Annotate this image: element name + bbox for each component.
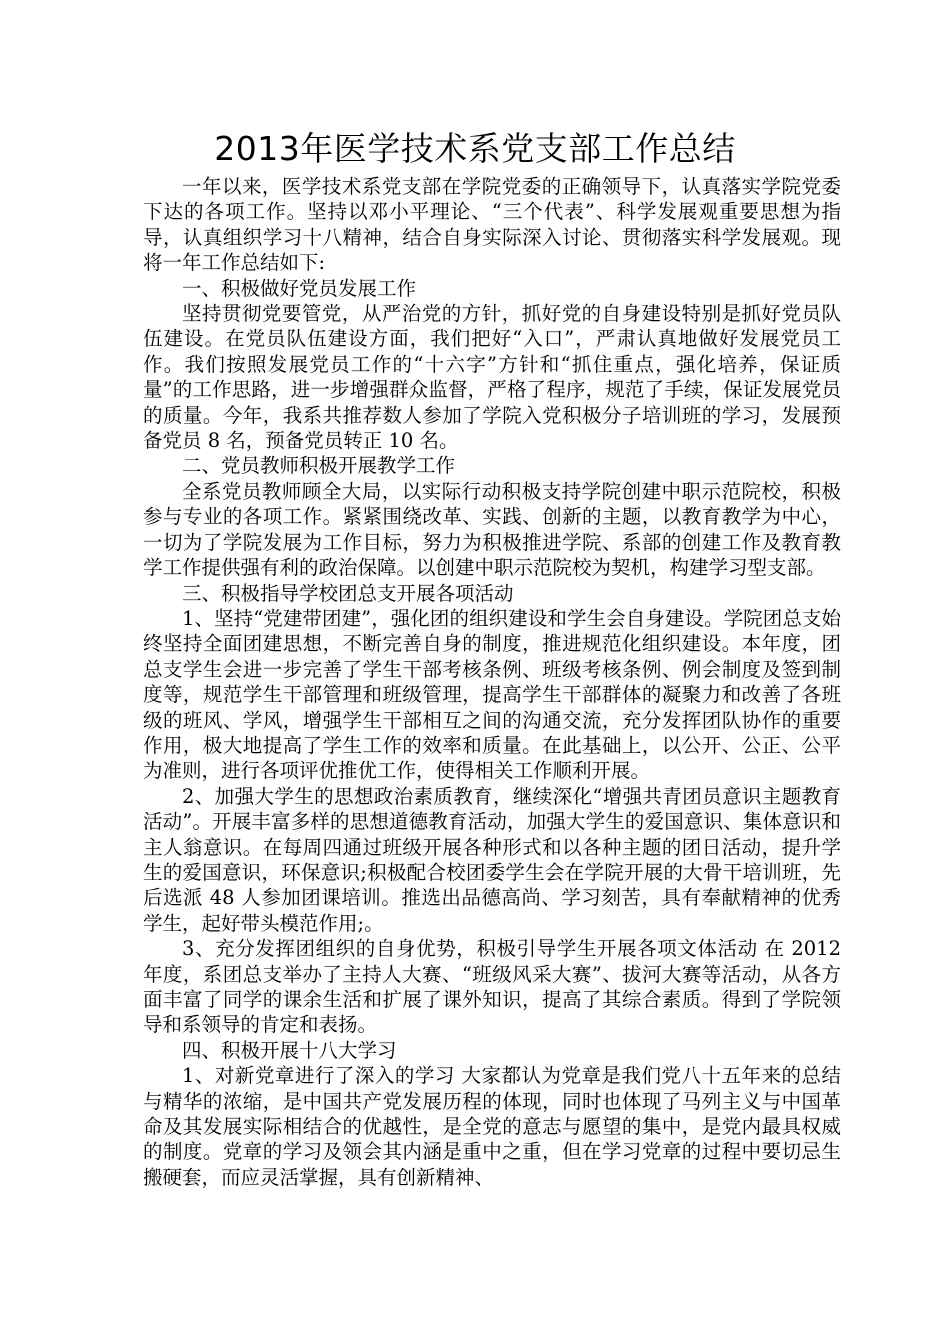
paragraph-intro: 一年以来，医学技术系党支部在学院党委的正确领导下，认真落实学院党委下达的各项工作。坚持以邓小平理论、“三个代表”、科学发展观重要思想为指导，认真组织学习十八精神，结合自身实际深入讨论、贯彻落实科学发展观。现将一年工作总结如下: — [143, 175, 841, 275]
section-heading-2: 二、党员教师积极开展教学工作 — [182, 454, 456, 478]
document-body — [143, 174, 841, 1190]
paragraph-section-3-item-1: 1、坚持“党建带团建”，强化团的组织建设和学生会自身建设。学院团总支始终坚持全面团建思想，不断完善自身的制度，推进规范化组织建设。本年度，团总支学生会进一步完善了学生干部考核条例、班级考核条例、例会制度及签到制度等，规范学生干部管理和班级管理，提高学生干部群体的凝聚力和改善了各班级的班风、学风，增强学生干部相互之间的沟通交流，充分发挥团队协作的重要作用，极大地提高了学生工作的效率和质量。在此基础上，以公开、公正、公平为准则，进行各项评优推优工作，使得相关工作顺利开展。 — [143, 606, 841, 783]
section-heading-1: 一、积极做好党员发展工作 — [182, 276, 417, 300]
section-heading-4: 四、积极开展十八大学习 — [182, 1038, 397, 1062]
document-title: 2013年医学技术系党支部工作总结 — [214, 129, 736, 168]
paragraph-section-2: 全系党员教师顾全大局，以实际行动积极支持学院创建中职示范院校，积极参与专业的各项工作。紧紧围绕改革、实践、创新的主题，以教育教学为中心，一切为了学院发展为工作目标，努力为积极推进学院、系部的创建工作及教育教学工作提供强有利的政治保障。以创建中职示范院校为契机，构建学习型支部。 — [143, 479, 841, 580]
paragraph-section-1: 坚持贯彻党要管党，从严治党的方针，抓好党的自身建设特别是抓好党员队伍建设。在党员队伍建设方面，我们把好“入口”，严肃认真地做好发展党员工作。我们按照发展党员工作的“十六字”方针和“抓住重点，强化培养，保证质量”的工作思路，进一步增强群众监督，严格了程序，规范了手续，保证发展党员的质量。今年，我系共推荐数人参加了学院入党积极分子培训班的学习，发展预备党员 8 名，预备党员转正 10 名。 — [143, 302, 841, 453]
paragraph-section-3-item-3: 3、充分发挥团组织的自身优势，积极引导学生开展各项文体活动 在 2012 年度，系团总支举办了主持人大赛、“班级风采大赛”、拔河大赛等活动，从各方面丰富了同学的课余生活和扩展了课外知识，提高了其综合素质。得到了学院领导和系领导的肯定和表扬。 — [143, 937, 841, 1037]
paragraph-section-4-item-1: 1、对新党章进行了深入的学习 大家都认为党章是我们党八十五年来的总结与精华的浓缩，是中国共产党发展历程的体现，同时也体现了马列主义与中国革命及其发展实际相结合的优越性，是全党的意志与愿望的集中，是党内最具权威的制度。党章的学习及领会其内涵是重中之重，但在学习党章的过程中要切忌生搬硬套，而应灵活掌握，具有创新精神、 — [143, 1064, 841, 1189]
section-heading-3: 三、积极指导学校团总支开展各项活动 — [182, 581, 514, 605]
paragraph-section-3-item-2: 2、加强大学生的思想政治素质教育，继续深化“增强共青团员意识主题教育活动”。开展丰富多样的思想道德教育活动，加强大学生的爱国意识、集体意识和主人翁意识。在每周四通过班级开展各种形式和以各种主题的团日活动，提升学生的爱国意识，环保意识;积极配合校团委学生会在学院开展的大骨干培训班，先后选派 48 人参加团课培训。推选出品德高尚、学习刻苦，具有奉献精神的优秀学生，起好带头模范作用;。 — [143, 784, 841, 935]
